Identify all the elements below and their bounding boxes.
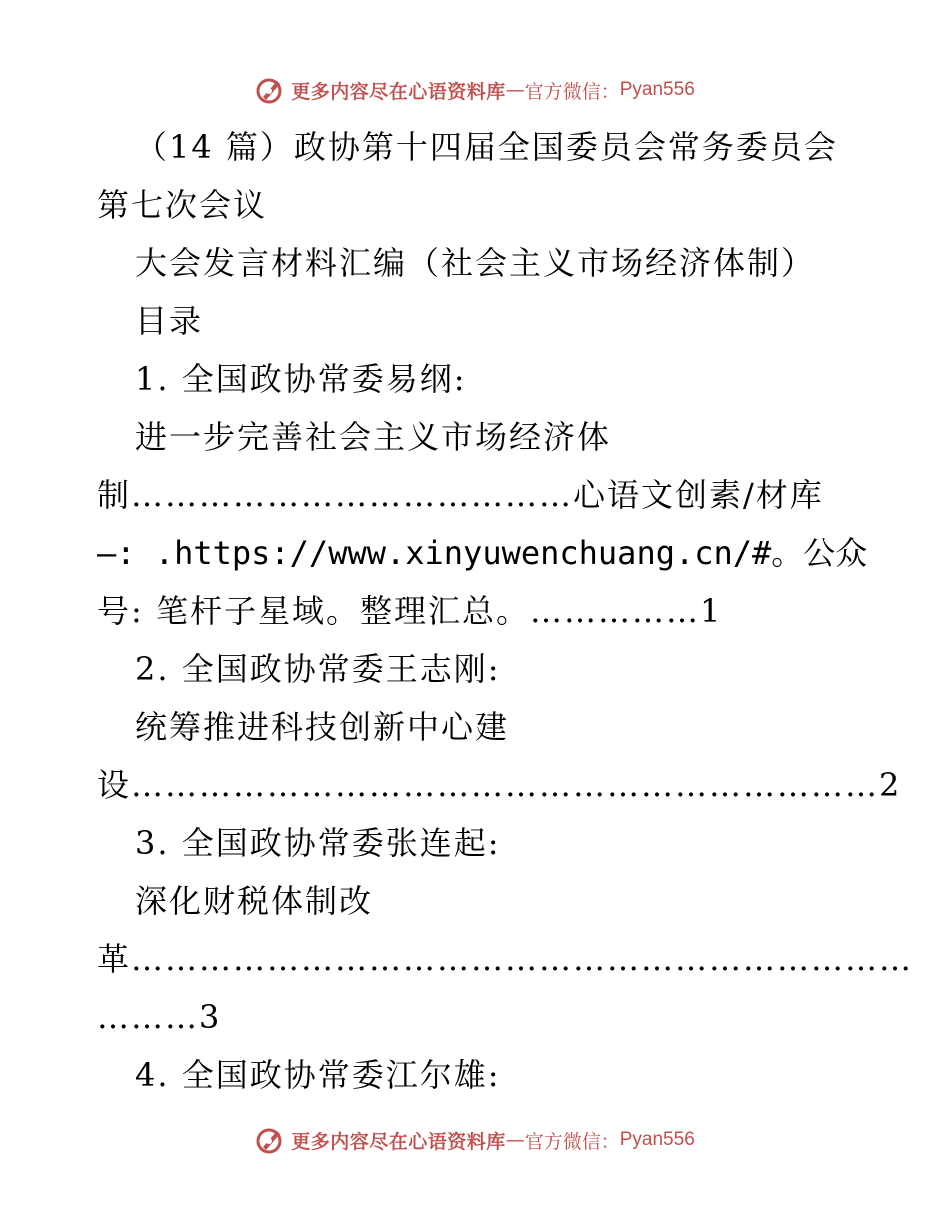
- pen-logo-icon: [255, 75, 285, 105]
- document-title-line2: 第七次会议: [97, 186, 268, 224]
- toc-entry-4-speaker: 4. 全国政协常委江尔雄:: [135, 1056, 501, 1094]
- watermark-sub: 官方微信：: [524, 1130, 620, 1153]
- watermark-main: 更多内容尽在心语资料库: [291, 80, 506, 103]
- toc-heading: 目录: [135, 302, 204, 340]
- toc-entry-3-topic: 深化财税体制改: [135, 882, 374, 920]
- watermark-sub: 官方微信：: [524, 80, 620, 103]
- watermark-id: Pyan556: [619, 79, 695, 100]
- toc-entry-3-speaker: 3. 全国政协常委张连起:: [135, 824, 501, 862]
- watermark-id: Pyan556: [619, 1129, 695, 1150]
- document-title-line1: （14 篇）政协第十四届全国委员会常务委员会: [135, 128, 838, 166]
- document-body: [97, 118, 914, 1104]
- toc-entry-1-cont1: 制…………………………………心语文创素/材库: [97, 476, 824, 514]
- toc-entry-1-topic: 进一步完善社会主义市场经济体: [135, 418, 612, 456]
- toc-entry-2-topic: 统筹推进科技创新中心建: [135, 708, 510, 746]
- pen-logo-icon: [255, 1125, 285, 1155]
- toc-entry-2-cont1: 设…………………………………………………………2: [97, 766, 902, 804]
- toc-entry-1-speaker: 1. 全国政协常委易纲:: [135, 360, 467, 398]
- document-subtitle: 大会发言材料汇编（社会主义市场经济体制）: [135, 244, 816, 282]
- watermark-main: 更多内容尽在心语资料库: [291, 1130, 506, 1153]
- header-watermark: [0, 70, 950, 110]
- toc-entry-2-speaker: 2. 全国政协常委王志刚:: [135, 650, 501, 688]
- toc-entry-1-cont3: 号: 笔杆子星域。整理汇总。……………1: [97, 592, 723, 630]
- watermark-dash: —: [505, 1129, 525, 1151]
- toc-entry-3-cont2: ………3: [97, 998, 222, 1036]
- watermark-dash: —: [505, 79, 525, 101]
- footer-watermark: [0, 1120, 950, 1160]
- toc-entry-3-cont1: 革……………………………………………………………: [97, 940, 914, 978]
- toc-entry-1-cont2: —: .https://www.xinyuwenchuang.cn/#。公众: [97, 534, 868, 572]
